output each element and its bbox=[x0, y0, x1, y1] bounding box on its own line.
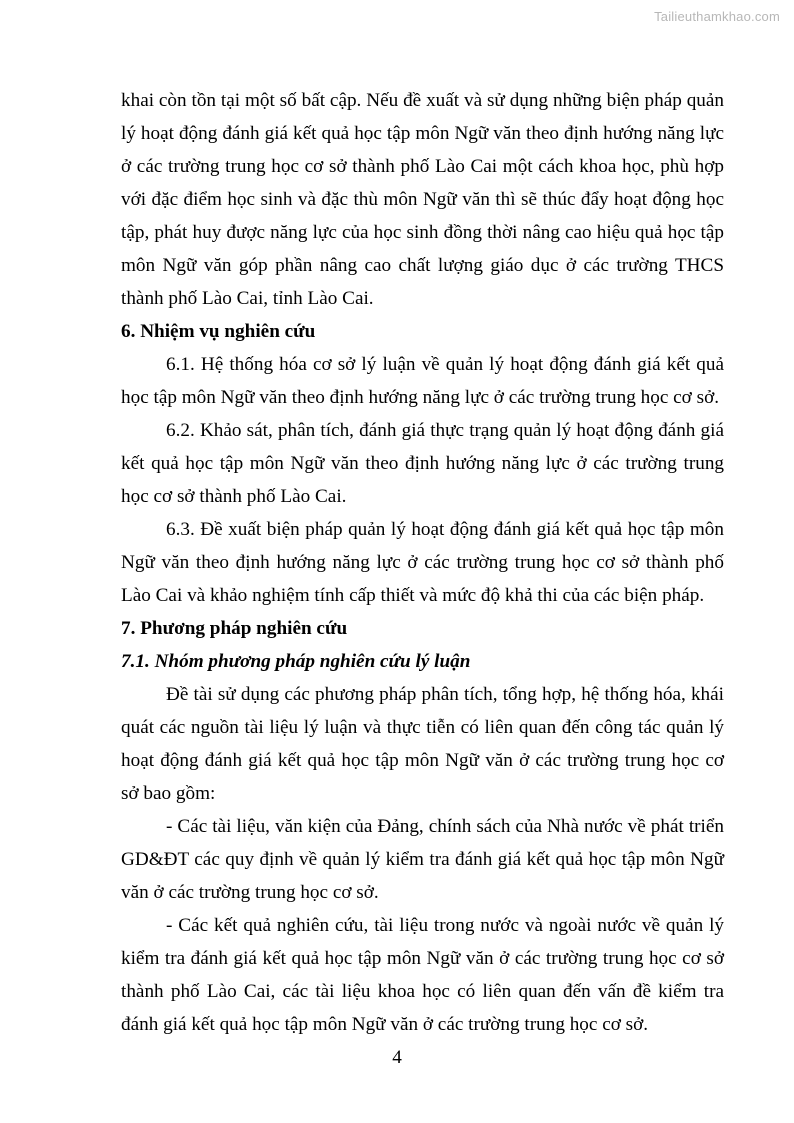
watermark-text: Tailieuthamkhao.com bbox=[654, 9, 780, 24]
paragraph-task-6-2: 6.2. Khảo sát, phân tích, đánh giá thực trạng quản lý hoạt động đánh giá kết quả học tập môn Ngữ văn theo định hướng năng lực ở các trường trung học cơ sở thành phố Lào Cai. bbox=[121, 420, 724, 507]
heading-section-6: 6. Nhiệm vụ nghiên cứu bbox=[121, 321, 316, 342]
page-number: 4 bbox=[392, 1047, 402, 1068]
page-content bbox=[121, 84, 724, 1041]
paragraph-intro-continued: khai còn tồn tại một số bất cập. Nếu đề xuất và sử dụng những biện pháp quản lý hoạt động đánh giá kết quả học tập môn Ngữ văn theo định hướng năng lực ở các trường trung học cơ sở thành phố Lào Cai một cách khoa học, phù hợp với đặc điểm học sinh và đặc thù môn Ngữ văn thì sẽ thúc đẩy hoạt động học tập, phát huy được năng lực của học sinh đồng thời nâng cao hiệu quả học tập môn Ngữ văn góp phần nâng cao chất lượng giáo dục ở các trường THCS thành phố Lào Cai, tỉnh Lào Cai. bbox=[121, 90, 724, 309]
heading-section-7-1: 7.1. Nhóm phương pháp nghiên cứu lý luận bbox=[121, 651, 471, 672]
heading-section-7: 7. Phương pháp nghiên cứu bbox=[121, 618, 348, 639]
paragraph-task-6-1: 6.1. Hệ thống hóa cơ sở lý luận về quản lý hoạt động đánh giá kết quả học tập môn Ngữ văn theo định hướng năng lực ở các trường trung học cơ sở. bbox=[121, 354, 724, 408]
paragraph-bullet-2: - Các kết quả nghiên cứu, tài liệu trong nước và ngoài nước về quản lý kiểm tra đánh giá kết quả học tập môn Ngữ văn ở các trường trung học cơ sở thành phố Lào Cai, các tài liệu khoa học có liên quan đến vấn đề kiểm tra đánh giá kết quả học tập môn Ngữ văn ở các trường trung học cơ sở. bbox=[121, 915, 724, 1035]
paragraph-method-intro: Đề tài sử dụng các phương pháp phân tích, tổng hợp, hệ thống hóa, khái quát các nguồn tài liệu lý luận và thực tiễn có liên quan đến công tác quản lý hoạt động đánh giá kết quả học tập môn Ngữ văn ở các trường trung học cơ sở bao gồm: bbox=[121, 684, 724, 804]
paragraph-bullet-1: - Các tài liệu, văn kiện của Đảng, chính sách của Nhà nước về phát triển GD&ĐT các quy định về quản lý kiểm tra đánh giá kết quả học tập môn Ngữ văn ở các trường trung học cơ sở. bbox=[121, 816, 724, 903]
paragraph-task-6-3: 6.3. Đề xuất biện pháp quản lý hoạt động đánh giá kết quả học tập môn Ngữ văn theo định hướng năng lực ở các trường trung học cơ sở thành phố Lào Cai và khảo nghiệm tính cấp thiết và mức độ khả thi của các biện pháp. bbox=[121, 519, 724, 606]
